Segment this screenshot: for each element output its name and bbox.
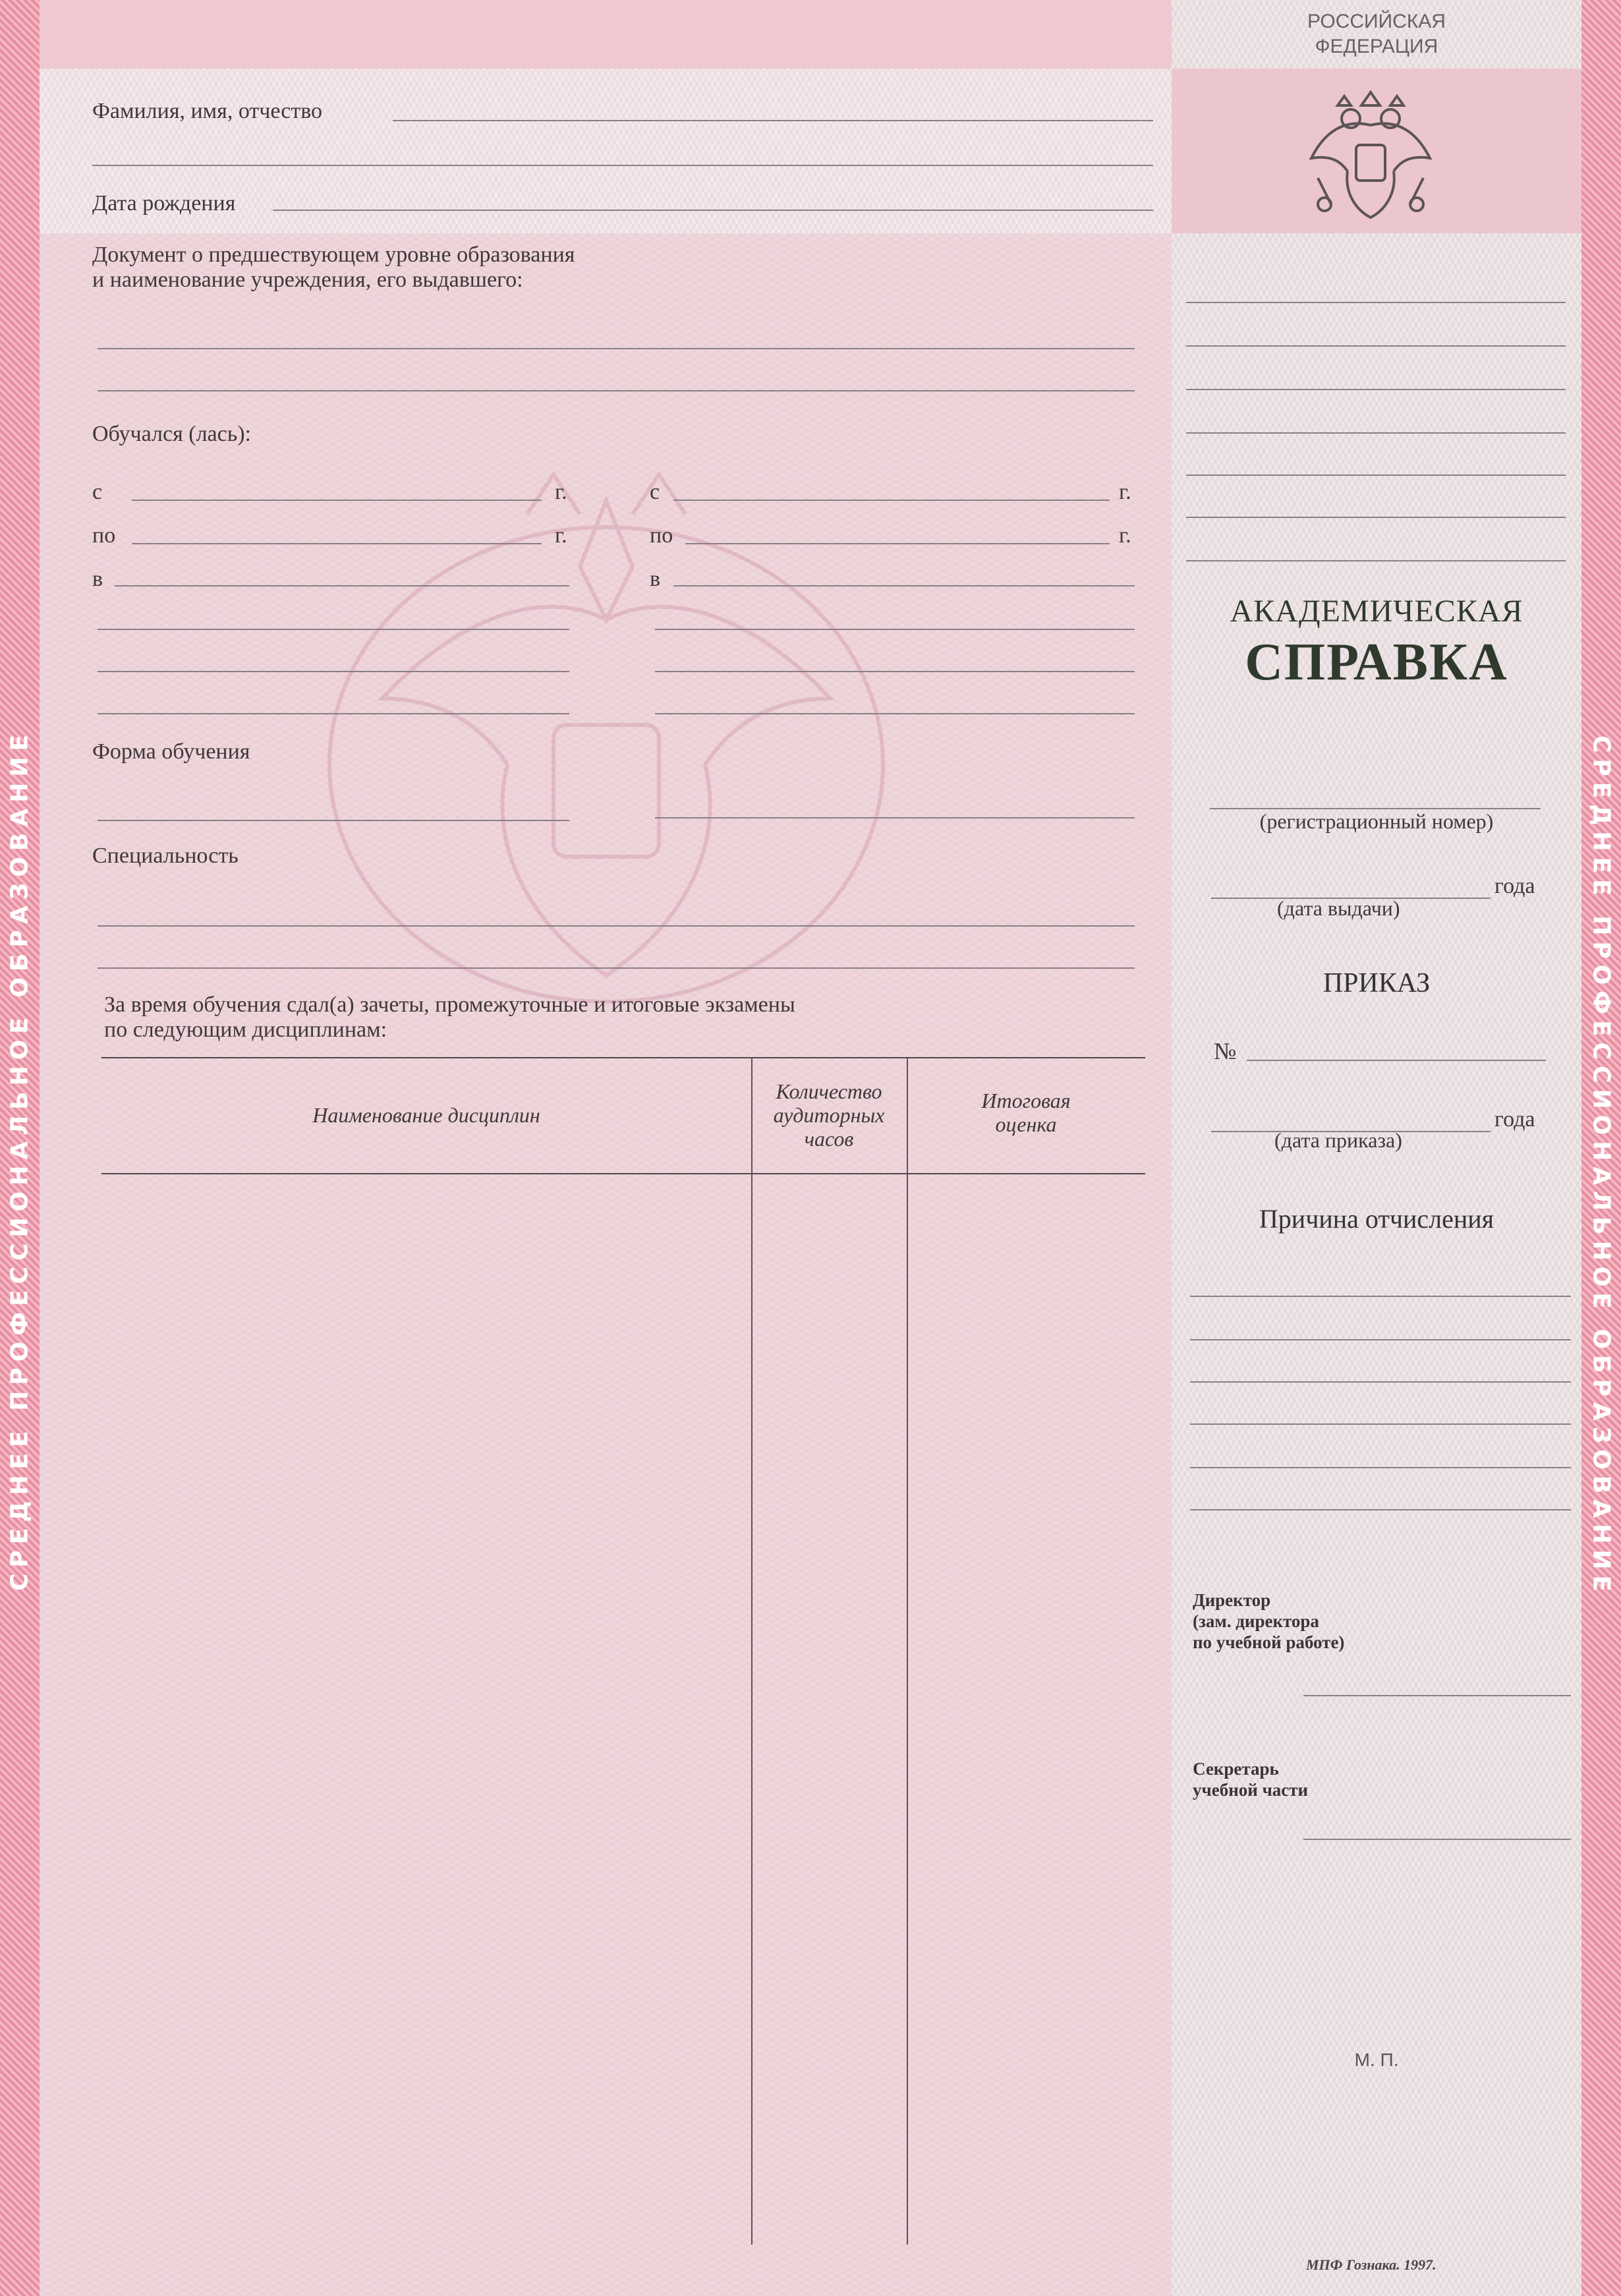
secretary-label (1193, 1758, 1308, 1800)
in-line-right-2[interactable] (655, 629, 1135, 630)
specialty-line-2[interactable] (98, 967, 1135, 969)
order-number-line[interactable] (1247, 1060, 1546, 1061)
in-line-right-4[interactable] (655, 713, 1135, 714)
prev-doc-line1: Документ о предшествующем уровне образования (92, 243, 575, 267)
table-header-hours (751, 1079, 907, 1151)
from-label-right: с (650, 480, 660, 504)
specialty-label: Специальность (92, 844, 239, 868)
exams-line2: по следующим дисциплинам: (104, 1018, 387, 1042)
in-label-left: в (92, 567, 103, 591)
country-line2: ФЕДЕРАЦИЯ (1315, 36, 1438, 57)
right-line-7[interactable] (1186, 560, 1566, 561)
reason-line-6[interactable] (1190, 1509, 1571, 1510)
expulsion-reason-title: Причина отчисления (1259, 1204, 1494, 1234)
reason-line-4[interactable] (1190, 1423, 1571, 1425)
birth-date-label: Дата рождения (92, 191, 236, 215)
stamp-place: М. П. (1354, 2050, 1399, 2070)
secretary-line2: учебной части (1193, 1780, 1309, 1800)
to-label-left: по (92, 523, 116, 548)
secretary-signature-line[interactable] (1303, 1839, 1571, 1840)
table-header-grade (907, 1089, 1145, 1136)
reg-number-caption: (регистрационный номер) (1259, 809, 1494, 833)
country-line1: РОССИЙСКАЯ (1307, 11, 1446, 32)
document-title-line2: СПРАВКА (1245, 633, 1508, 691)
reason-line-1[interactable] (1190, 1296, 1571, 1297)
year-label-right-2: г. (1119, 523, 1131, 548)
reason-line-3[interactable] (1190, 1381, 1571, 1383)
exams-line1: За время обучения сдал(а) зачеты, промежуточные и итоговые экзамены (104, 992, 795, 1017)
document-title-line1: АКАДЕМИЧЕСКАЯ (1230, 594, 1523, 629)
study-form-line-right[interactable] (655, 817, 1135, 818)
to-label-right: по (650, 523, 673, 548)
right-line-3[interactable] (1186, 389, 1566, 390)
right-border-text: СРЕДНЕЕ ПРОФЕССИОНАЛЬНОЕ ОБРАЗОВАНИЕ (1587, 735, 1615, 1598)
full-name-line[interactable] (393, 120, 1153, 121)
order-date-year-word: года (1494, 1107, 1535, 1132)
specialty-line-1[interactable] (98, 925, 1135, 927)
prev-doc-label (92, 243, 575, 293)
study-form-label: Форма обучения (92, 739, 250, 764)
director-line2: (зам. директора (1193, 1611, 1319, 1631)
right-line-2[interactable] (1186, 345, 1566, 347)
order-number-sign: № (1214, 1038, 1237, 1064)
reason-line-2[interactable] (1190, 1339, 1571, 1340)
prev-doc-line-1[interactable] (98, 348, 1135, 349)
hours-header-line3: часов (804, 1127, 854, 1151)
issue-date-year-word: года (1494, 874, 1535, 898)
study-form-line-left[interactable] (98, 820, 569, 821)
director-line3: по учебной работе) (1193, 1632, 1345, 1652)
year-label-left-2: г. (555, 523, 567, 548)
in-line-left-3[interactable] (98, 671, 569, 672)
from-line-right[interactable] (673, 500, 1110, 501)
director-line1: Директор (1193, 1590, 1271, 1610)
exams-intro (104, 992, 795, 1043)
grade-header-line1: Итоговая (981, 1089, 1071, 1112)
to-line-right[interactable] (685, 543, 1110, 544)
right-line-5[interactable] (1186, 474, 1566, 476)
table-col-divider-2 (907, 1058, 908, 2245)
from-line-left[interactable] (132, 500, 542, 501)
full-name-line-2[interactable] (92, 165, 1153, 166)
hours-header-line1: Количество (776, 1079, 882, 1103)
director-signature-line[interactable] (1303, 1695, 1571, 1696)
to-line-left[interactable] (132, 543, 542, 544)
year-label-right-1: г. (1119, 480, 1131, 504)
right-line-6[interactable] (1186, 517, 1566, 518)
right-line-4[interactable] (1186, 432, 1566, 434)
order-title: ПРИКАЗ (1322, 968, 1431, 998)
in-label-right: в (650, 567, 661, 591)
table-top-rule (101, 1057, 1145, 1058)
studied-label: Обучался (лась): (92, 422, 251, 446)
main-area (40, 0, 1172, 2296)
in-line-left-4[interactable] (98, 713, 569, 714)
in-line-right[interactable] (673, 585, 1135, 587)
table-header-discipline: Наименование дисциплин (312, 1103, 540, 1127)
hours-header-line2: аудиторных (773, 1103, 885, 1127)
from-label-left: с (92, 480, 103, 504)
prev-doc-line2: и наименование учреждения, его выдавшего: (92, 268, 523, 292)
order-date-caption: (дата приказа) (1274, 1128, 1402, 1152)
double-headed-eagle-icon (1305, 79, 1436, 224)
in-line-left-2[interactable] (98, 629, 569, 630)
table-col-divider-1 (751, 1058, 753, 2245)
director-label (1193, 1590, 1344, 1653)
reason-line-5[interactable] (1190, 1467, 1571, 1468)
full-name-label: Фамилия, имя, отчество (92, 99, 323, 123)
top-strip (40, 0, 1172, 69)
year-label-left-1: г. (555, 480, 567, 504)
grade-header-line2: оценка (995, 1112, 1057, 1136)
prev-doc-line-2[interactable] (98, 390, 1135, 391)
eagle-watermark-icon (290, 422, 923, 1041)
printer-imprint: МПФ Гознака. 1997. (1306, 2256, 1436, 2273)
birth-date-line[interactable] (273, 210, 1153, 211)
country-name (1172, 9, 1581, 59)
right-line-1[interactable] (1186, 302, 1566, 303)
table-header-rule (101, 1173, 1145, 1174)
in-line-left[interactable] (115, 585, 569, 587)
secretary-line1: Секретарь (1193, 1759, 1279, 1779)
in-line-right-3[interactable] (655, 671, 1135, 672)
left-border-text: СРЕДНЕЕ ПРОФЕССИОНАЛЬНОЕ ОБРАЗОВАНИЕ (6, 728, 34, 1592)
issue-date-caption: (дата выдачи) (1277, 896, 1400, 920)
